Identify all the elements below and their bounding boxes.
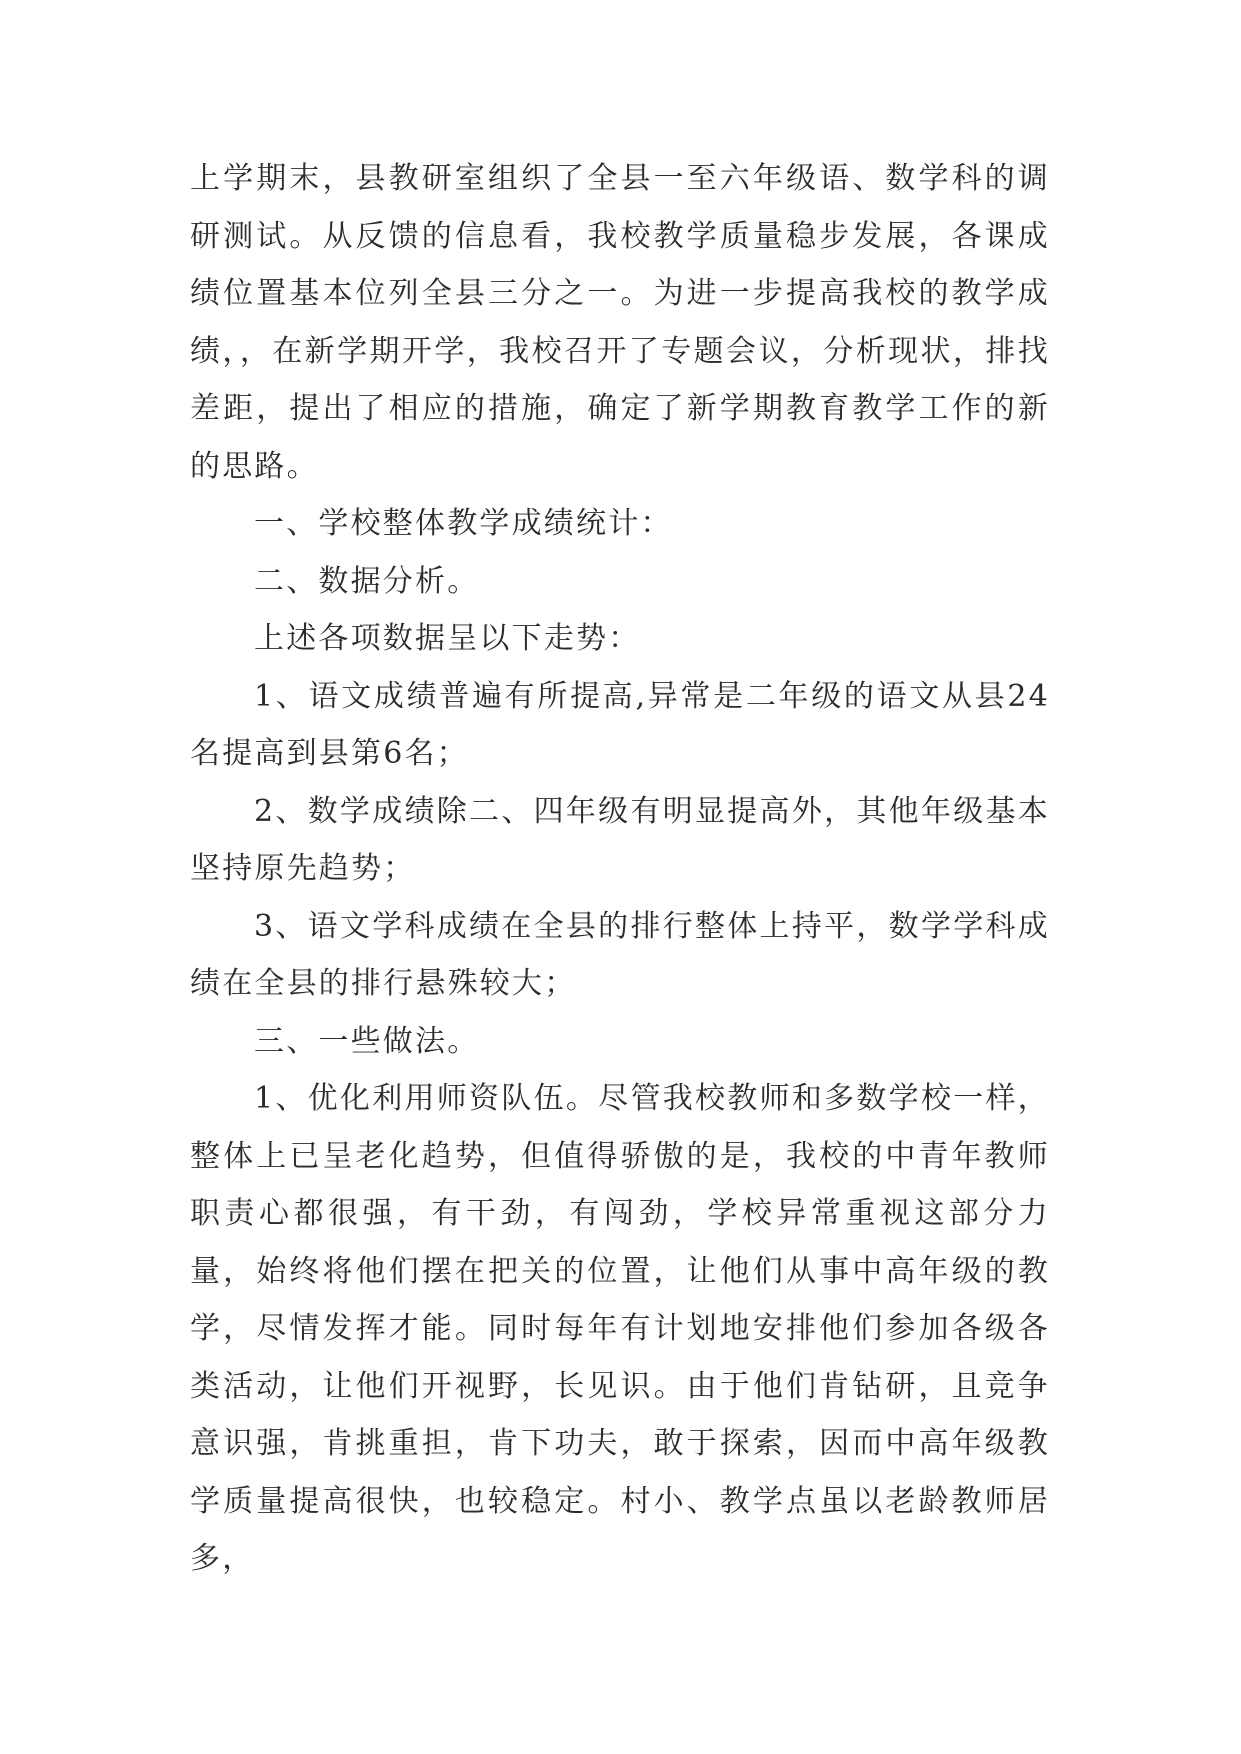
trend-item-1: 1、语文成绩普遍有所提高,异常是二年级的语文从县24名提高到县第6名； (190, 678, 1050, 771)
trend-item-2: 2、数学成绩除二、四年级有明显提高外，其他年级基本坚持原先趋势； (190, 793, 1050, 886)
section-heading-1: 一、学校整体教学成绩统计： (254, 506, 673, 541)
document-body (190, 150, 1050, 1588)
trend-item-3: 3、语文学科成绩在全县的排行整体上持平，数学学科成绩在全县的排行悬殊较大； (190, 908, 1050, 1001)
trend-intro: 上述各项数据呈以下走势： (254, 621, 641, 656)
section-heading-3: 三、一些做法。 (254, 1023, 480, 1059)
practice-item-1: 1、优化利用师资队伍。尽管我校教师和多数学校一样，整体上已呈老化趋势，但值得骄傲的是，我校的中青年教师职责心都很强，有干劲，有闯劲，学校异常重视这部分力量，始终将他们摆在把关的位置，让他们从事中高年级的教学，尽情发挥才能。同时每年有计划地安排他们参加各级各类活动，让他们开视野，长见识。由于他们肯钻研，且竞争意识强，肯挑重担，肯下功夫，敢于探索，因而中高年级教学质量提高很快，也较稳定。村小、教学点虽以老龄教师居多， (190, 1081, 1050, 1576)
intro-paragraph: 上学期末，县教研室组织了全县一至六年级语、数学科的调研测试。从反馈的信息看，我校教学质量稳步发展，各课成绩位置基本位列全县三分之一。为进一步提高我校的教学成绩，，在新学期开学，我校召开了专题会议，分析现状，排找差距，提出了相应的措施，确定了新学期教育教学工作的新的思路。 (190, 161, 1050, 484)
section-heading-2: 二、数据分析。 (254, 563, 480, 599)
